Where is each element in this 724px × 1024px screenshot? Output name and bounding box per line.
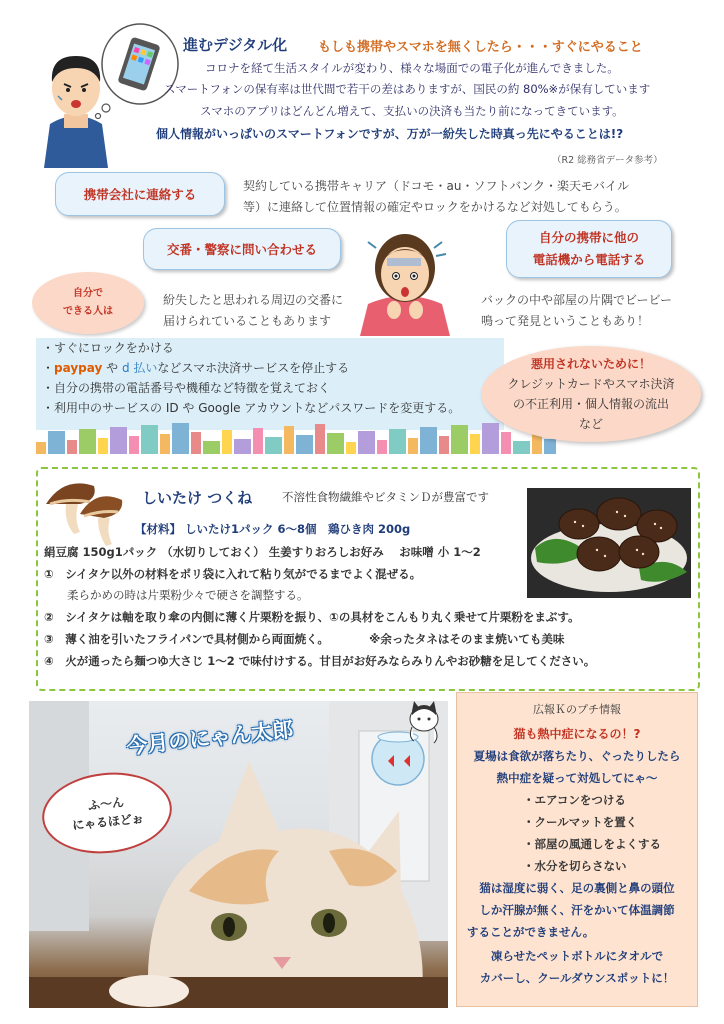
- town-building: [141, 425, 158, 454]
- police-text-line: 届けられていることもあります: [163, 314, 332, 328]
- misuse-warning: [481, 346, 701, 442]
- recipe-step: ① シイタケ以外の材料をポリ袋に入れて粘り気がでるまでよく混ぜる。: [44, 567, 422, 581]
- town-building: [98, 438, 108, 454]
- warning-line: など: [578, 417, 603, 431]
- self-action-label: [32, 272, 144, 334]
- phone-text: [481, 290, 672, 332]
- recipe-step: ② シイタケは軸を取り傘の内側に薄く片栗粉を振り、①の具材をこんもり丸く乗せて片栗粉をまぶす。: [44, 610, 580, 624]
- town-building: [110, 427, 127, 454]
- town-building: [501, 432, 511, 454]
- carrier-text: [243, 176, 629, 218]
- town-building: [482, 423, 499, 454]
- info-header: 広報Ｋのプチ情報: [533, 703, 621, 716]
- police-text-line: 紛失したと思われる周辺の交番に: [163, 293, 344, 307]
- info-title: 猫も熱中症になるの！?: [513, 727, 641, 741]
- page-subtitle: もしも携帯やスマホを無くしたら・・・すぐにやること: [318, 40, 643, 55]
- recipe-description: 不溶性食物繊維やビタミンＤが豊富です: [282, 490, 489, 504]
- intro-line: スマホのアプリはどんどん増えて、支払いの決済も当たり前になってきています。: [200, 104, 624, 118]
- info-body-line: 猫は湿度に弱く、足の裏側と鼻の頭位: [479, 881, 675, 895]
- self-checklist: [36, 338, 504, 430]
- call-own-phone-line: 電話機から電話する: [532, 252, 646, 267]
- info-body-line: 凍らせたペットボトルにタオルで: [490, 949, 664, 963]
- cat-section-title: 今月のにゃん太郎: [125, 717, 295, 759]
- town-building: [234, 439, 251, 454]
- worried-woman-illustration: [350, 218, 460, 336]
- town-building: [346, 442, 356, 454]
- police-contact-bubble: 交番・警察に問い合わせる: [143, 228, 341, 270]
- checklist-connector: や: [102, 361, 122, 375]
- info-check-item: ・クールマットを置く: [523, 815, 638, 829]
- info-intro-line: 夏場は食欲が落ちたり、ぐったりしたら: [473, 749, 681, 763]
- town-building: [203, 441, 220, 454]
- call-own-phone-line: 自分の携帯に他の: [538, 230, 639, 245]
- info-body-line: することができません。: [467, 925, 595, 939]
- town-building: [377, 440, 387, 454]
- town-building: [191, 432, 201, 454]
- town-building: [358, 431, 375, 454]
- checklist-item: ・すぐにロックをかける: [42, 341, 174, 355]
- intro-line: スマートフォンの保有率は世代間で若干の差はありますが、国民の約 80%※が保有しています: [164, 82, 651, 96]
- carrier-contact-bubble: 携帯会社に連絡する: [55, 172, 225, 216]
- town-building: [48, 431, 65, 454]
- town-building: [172, 423, 189, 454]
- page-title: 進むデジタル化: [183, 36, 288, 54]
- town-building: [253, 428, 263, 454]
- town-building: [265, 437, 282, 454]
- carrier-text-line: 契約している携帯キャリア（ドコモ・au・ソフトバンク・楽天モバイル: [243, 179, 630, 193]
- town-building: [36, 442, 46, 454]
- checklist-item-text: などスマホ決済サービスを停止する: [157, 361, 350, 375]
- paypay-label: paypay: [54, 361, 103, 375]
- town-building: [389, 429, 406, 454]
- tsukune-photo: [527, 488, 691, 598]
- info-body-line: しか汗腺が無く、汗をかいて体温調節: [479, 903, 675, 917]
- warning-line: クレジットカードやスマホ決済: [507, 377, 675, 391]
- recipe-step: 柔らかめの時は片栗粉少々で硬さを調整する。: [44, 588, 309, 602]
- recipe-step: ③ 薄く油を引いたフライパンで具材側から両面焼く。 ※余ったタネはそのまま焼いても美味: [44, 632, 565, 646]
- town-building: [470, 434, 480, 454]
- recipe-materials-2: 絹豆腐 150g1パック （水切りしておく） 生姜すりおろしお好み お味噌 小 1～2: [44, 545, 481, 559]
- info-body-line: カバーし、クールダウンスポットに！: [479, 971, 675, 985]
- town-building: [420, 427, 437, 454]
- police-text: [163, 290, 343, 332]
- recipe-step: ④ 火が通ったら麺つゆ大さじ 1～2 で味付けする。甘目がお好みならみりんやお砂糖を足してください。: [44, 654, 596, 668]
- call-own-phone-bubble: [506, 220, 672, 278]
- cat-in-fishbowl-illustration: [368, 697, 448, 789]
- recipe-title: しいたけ つくね: [142, 489, 253, 507]
- warning-line: の不正利用・個人情報の流出: [512, 397, 669, 411]
- info-check-item: ・部屋の風通しをよくする: [523, 837, 661, 851]
- checklist-item: [36, 358, 504, 378]
- info-intro-line: 熱中症を疑って対処してにゃ～: [496, 771, 658, 785]
- self-action-label-line: できる人は: [63, 306, 113, 317]
- info-check-item: ・水分を切らさない: [523, 859, 627, 873]
- town-building: [222, 430, 232, 454]
- carrier-text-line: 等）に連絡して位置情報の確定やロックをかけるなど対処してもらう。: [243, 200, 627, 214]
- worried-man-illustration: [36, 16, 182, 168]
- self-action-label-line: 自分で: [73, 288, 103, 299]
- intro-line: コロナを経て生活スタイルが変わり、様々な場面での電子化が進んできました。: [205, 61, 619, 75]
- recipe-materials: 【材料】 しいたけ1パック 6～8個 鶏ひき肉 200g: [135, 522, 411, 536]
- town-building: [408, 438, 418, 454]
- info-check-item: ・エアコンをつける: [523, 793, 626, 807]
- town-building: [544, 439, 556, 454]
- phone-text-line: バックの中や部屋の片隅でビービー: [481, 293, 673, 307]
- town-building: [296, 435, 313, 454]
- town-building: [439, 436, 449, 454]
- townscape-illustration: [36, 422, 556, 454]
- phone-text-line: 鳴って発見ということもあり！: [481, 314, 650, 328]
- town-building: [284, 426, 294, 454]
- town-building: [327, 433, 344, 454]
- dpay-label: d 払い: [121, 361, 158, 375]
- shiitake-mushroom-icon: [40, 474, 126, 548]
- town-building: [129, 436, 139, 454]
- town-building: [79, 429, 96, 454]
- checklist-item: ・利用中のサービスの ID や Google アカウントなどパスワードを変更する。: [42, 401, 461, 415]
- warning-title: 悪用されないために！: [530, 357, 651, 371]
- checklist-item: ・自分の携帯の電話番号や機種など特徴を覚えておく: [42, 381, 331, 395]
- town-building: [160, 434, 170, 454]
- cat-speech-line: にゃるほどぉ: [71, 811, 145, 833]
- town-building: [513, 441, 530, 454]
- cat-speech-line: ふ～ん: [87, 795, 125, 813]
- source-note: （R2 総務省データ参考）: [552, 155, 663, 166]
- checklist-bullet: ・: [42, 361, 55, 375]
- town-building: [315, 424, 325, 454]
- intro-highlight: 個人情報がいっぱいのスマートフォンですが、万が一紛失した時真っ先にやることは!?: [156, 127, 624, 141]
- cat-heatstroke-info-panel: [456, 692, 698, 1007]
- town-building: [451, 425, 468, 454]
- town-building: [67, 440, 77, 454]
